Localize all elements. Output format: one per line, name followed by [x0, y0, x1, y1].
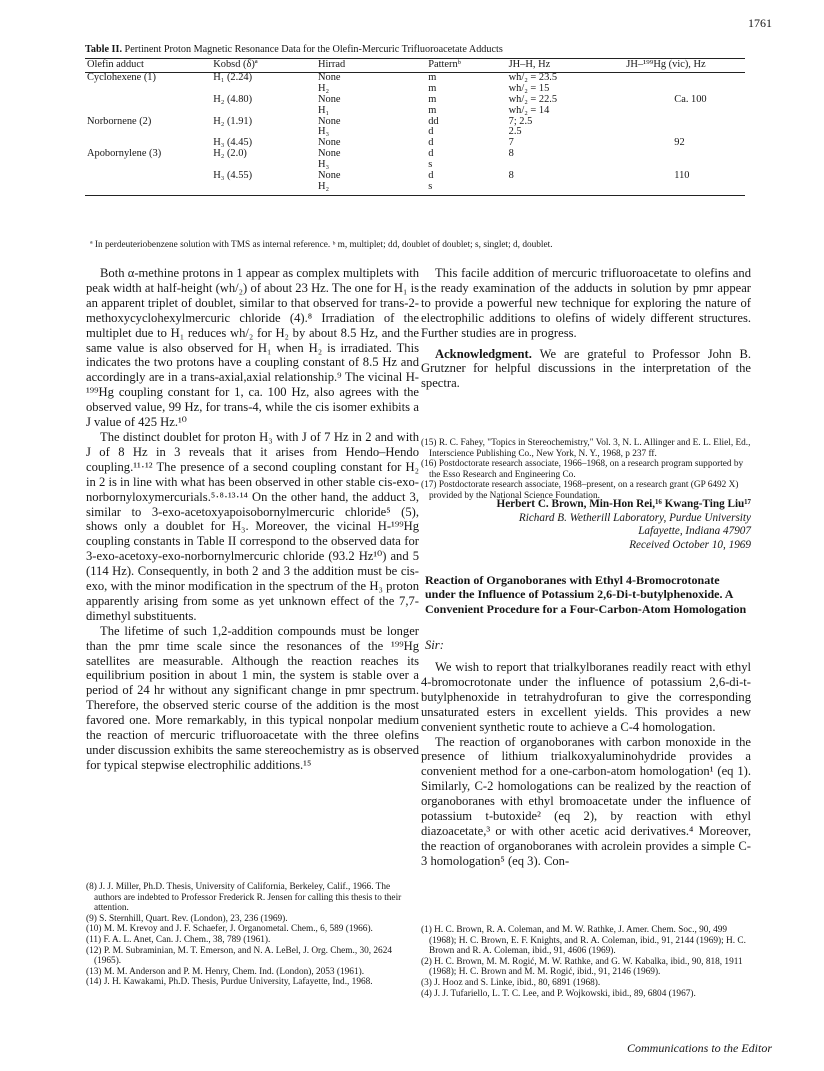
- table-cell: H₂ (2.0): [213, 148, 247, 160]
- journal-section-footer: Communications to the Editor: [627, 1041, 772, 1055]
- table-caption-text: Pertinent Proton Magnetic Resonance Data for the Olefin-Mercuric Trifluoroacetate Adducts: [124, 44, 503, 55]
- table-cell: H₃: [318, 159, 330, 171]
- table-cell: d: [428, 170, 434, 182]
- table-cell: [624, 149, 745, 160]
- table-cell: s: [428, 159, 433, 171]
- col-header-hirrad: Hirrad: [316, 59, 426, 73]
- table-cell: None: [318, 148, 341, 160]
- table-cell: wh/₂ = 15: [508, 82, 550, 94]
- table-cell: m: [428, 82, 437, 94]
- table-cell: [85, 171, 211, 182]
- table-cell: H₁: [318, 104, 330, 116]
- table-row: [85, 138, 745, 149]
- pmr-data-table: [85, 58, 745, 196]
- ack-text: We are grateful to Professor John B. Grutzner for helpful discussions in the interpretation of the spectra.: [421, 346, 751, 391]
- table-cell: [85, 160, 211, 171]
- salutation: Sir:: [425, 638, 444, 652]
- table-cell: [211, 182, 316, 195]
- table-cell: H₃: [318, 126, 330, 138]
- table-cell: d: [428, 148, 434, 160]
- right-footnotes-top: [421, 438, 751, 502]
- table-cell: d: [428, 137, 434, 149]
- footnote: (8) J. J. Miller, Ph.D. Thesis, University of California, Berkeley, Calif., 1966. The authors are indebted to Professor Frederick R. Jensen for calling this thesis to their attention.: [86, 882, 402, 914]
- table-row: [85, 171, 745, 182]
- footnote: (3) J. Hooz and S. Linke, ibid., 80, 6891 (1968).: [421, 977, 601, 988]
- table-cell: [85, 127, 211, 138]
- lab-name: Richard B. Wetherill Laboratory, Purdue University: [518, 511, 751, 524]
- table-cell: [85, 106, 211, 117]
- table-cell: [85, 95, 211, 106]
- body-paragraph: The distinct doublet for proton H₃ with J of 7 Hz in 2 and with J of 8 Hz in 3 reveals that it arises from Hendo–Hendo coupling.¹¹·¹² The presence of a second coupling constant for H₂ in 2 is in line with what has been observed in other stable cis-exo-norbornyloxymercurials.⁵·⁸·¹³·¹⁴ On the other hand, the adduct 3, similar to 3-exo-acetoxyapoisobornylmercuric chloride⁵ (5), shows only a doublet for H₃. Moreover, the vicinal H-¹⁹⁹Hg coupling constants in Table II correspond to the observed data for 3-exo-acetoxy-exo-norbornylmercuric chloride (93.2 Hz¹⁰) and 5 (114 Hz). Consequently, in both 2 and 3 the addition must be cis-exo, with the minor modification in the spectrum of the H₃ proton apparently arising from some as yet unknown effect of the 7,7-dimethyl substituents.: [86, 429, 419, 623]
- table-row: [85, 160, 745, 171]
- footnote: (16) Postdoctorate research associate, 1966–1968, on a research program supported by the Esso Research and Engineering Co.: [421, 459, 744, 480]
- footnote: (10) M. M. Krevoy and J. F. Schaefer, J. Organometal. Chem., 6, 589 (1966).: [86, 924, 373, 935]
- footnote: (15) R. C. Fahey, "Topics in Stereochemistry," Vol. 3, N. L. Allinger and E. L. Eliel, Ed., Interscience Publishing Co., New York, N. Y., 1968, p 237 ff.: [421, 438, 751, 459]
- body-paragraph: This facile addition of mercuric trifluoroacetate to olefins and the ready examination of the adducts in solution by pmr appear to provide a powerful new technique for exploring the nature of electrophilic additions to olefins of widely different structures. Further studies are in progress.: [421, 266, 751, 340]
- table-cell: dd: [428, 115, 439, 127]
- ack-label: Acknowledgment.: [435, 346, 532, 361]
- table-cell: d: [428, 126, 434, 138]
- col-header-kobsd: Kobsd (δ)ª: [211, 59, 316, 73]
- table-cell: H₃ (4.45): [213, 137, 253, 149]
- left-footnotes: [86, 882, 419, 988]
- table-cell: [211, 106, 316, 117]
- table-row: [85, 72, 745, 83]
- footnote: (9) S. Sternhill, Quart. Rev. (London), 23, 236 (1969).: [86, 913, 288, 924]
- table-cell: wh/₂ = 14: [508, 104, 550, 116]
- table-cell: Cyclohexene (1): [87, 71, 156, 83]
- table-cell: wh/₂ = 22.5: [508, 93, 558, 105]
- body-paragraph: Both α-methine protons in 1 appear as complex multiplets with peak width at half-height (wh/₂) of about 23 Hz. The one for H₁ is an apparent triplet of doublet, similar to that observed for trans-2-methoxycyclohexylmercuric chloride (4).⁸ Irradiation of the multiplet due to H₁ reduces wh/₂ for H₂ by about 8.5 Hz, and the same value is also observed for H₁ when H₂ is irradiated. This indicates the two protons have a coupling constant of 8.5 Hz and accordingly are in a trans-axial,axial relationship.⁹ The vicinal H-¹⁹⁹Hg coupling constant for 1, ca. 100 Hz, also agrees with the observed value, 99 Hz, for trans-4, while the cis isomer exhibits a J value of 425 Hz.¹⁰: [86, 266, 419, 430]
- right-column-top: [421, 266, 751, 391]
- table-row: [85, 117, 745, 128]
- table-cell: [624, 182, 745, 195]
- table-cell: [507, 160, 625, 171]
- left-column: [86, 266, 419, 773]
- table-cell: H₃ (4.55): [213, 170, 253, 182]
- footnote: (14) J. H. Kawakami, Ph.D. Thesis, Purdue University, Lafayette, Ind., 1968.: [86, 977, 373, 988]
- table-row: [85, 84, 745, 95]
- body-paragraph: We wish to report that trialkylboranes readily react with ethyl 4-bromocrotonate under the influence of potassium 2,6-di-t-butylphenoxide in tetrahydrofuran to give the corresponding unsaturated esters in excellent yields. This provides a new convenient synthetic route to achieve a C-4 homologation.: [421, 660, 751, 734]
- table-cell: 110: [674, 170, 690, 182]
- table-cell: m: [428, 71, 437, 83]
- table-cell: [624, 106, 745, 117]
- footnote: (4) J. J. Tufariello, L. T. C. Lee, and P. Wojkowski, ibid., 89, 6804 (1967).: [421, 988, 696, 999]
- table-cell: None: [318, 93, 341, 105]
- table-cell: [85, 84, 211, 95]
- right-footnotes-bottom: [421, 925, 751, 999]
- footnote: (13) M. M. Anderson and P. M. Henry, Chem. Ind. (London), 2053 (1961).: [86, 966, 365, 977]
- table-cell: H₂ (1.91): [213, 115, 253, 127]
- table-cell: 7: [508, 137, 514, 149]
- table-caption-label: Table II.: [85, 44, 122, 55]
- table-cell: m: [428, 93, 437, 105]
- table-cell: H₁ (2.24): [213, 71, 253, 83]
- footnote: (11) F. A. L. Anet, Can. J. Chem., 38, 789 (1961).: [86, 934, 271, 945]
- table-cell: Norbornene (2): [87, 115, 152, 127]
- right-column-body: [421, 660, 751, 869]
- author-names: Herbert C. Brown, Min-Hon Rei,¹⁶ Kwang-Ting Liu¹⁷: [496, 498, 751, 510]
- table-cell: wh/₂ = 23.5: [508, 71, 558, 83]
- table-row: [85, 127, 745, 138]
- table-cell: 2.5: [508, 126, 522, 138]
- table-cell: H₂ (4.80): [213, 93, 253, 105]
- received-date: Received October 10, 1969: [629, 538, 751, 551]
- page-number: 1761: [748, 16, 772, 30]
- table-cell: [624, 117, 745, 128]
- col-header-pattern: Patternᵇ: [426, 59, 506, 73]
- table-row: [85, 182, 745, 195]
- footnote: (17) Postdoctorate research associate, 1968–present, on a research grant (GP 6492 X) provided by the National Science Foundation.: [421, 480, 739, 501]
- author-block: [421, 498, 751, 552]
- table-cell: [624, 72, 745, 83]
- table-caption: [85, 44, 745, 55]
- col-header-jhh: JH–H, Hz: [507, 59, 625, 73]
- table-cell: Ca. 100: [674, 93, 707, 105]
- table-row: [85, 149, 745, 160]
- table-footnote: ª In perdeuteriobenzene solution with TMS as internal reference. ᵇ m, multiplet; dd, doublet of doublet; s, singlet; d, doublet.: [90, 240, 553, 250]
- table-cell: None: [318, 71, 341, 83]
- body-paragraph: The reaction of organoboranes with carbon monoxide in the presence of lithium trialkoxyaluminohydride provides a convenient method for a one-carbon-atom homologation¹ (eq 1). Similarly, C-2 homologations can be realized by the reaction of organoboranes with ethyl bromoacetate under the influence of potassium t-butoxide² (eq 2), by reaction with ethyl diazoacetate,³ or with other acetic acid derivatives.⁴ Moreover, the reaction of organoboranes with acrolein provides a simple C-3 homologation⁵ (eq 3). Con-: [421, 734, 751, 868]
- table-cell: s: [426, 182, 506, 195]
- table-cell: Apobornylene (3): [87, 148, 162, 160]
- acknowledgment: [421, 347, 751, 392]
- table-cell: 8: [508, 148, 514, 160]
- table-cell: None: [318, 137, 341, 149]
- footnote: (12) P. M. Subraminian, M. T. Emerson, and N. A. LeBel, J. Org. Chem., 30, 2624 (1965).: [86, 945, 393, 967]
- body-paragraph: The lifetime of such 1,2-addition compounds must be longer than the pmr time scale since the resonances of the ¹⁹⁹Hg satellites are measurable. Although the reaction reaches its equilibrium position in about 1 min, the system is stable over a period of 24 hr without any significant change in pmr spectrum. Therefore, the observed steric course of the addition is the most favored one. More remarkably, in this typical nonpolar medium the reaction of mercuric trifluoroacetate with the three olefins under discussion exhibits the same stereochemistry as is observed for typical stepwise electrophilic additions.¹⁵: [86, 623, 419, 772]
- footnote: (2) H. C. Brown, M. M. Rogić, M. W. Rathke, and G. W. Kabalka, ibid., 90, 818, 1911 (1968); H. C. Brown and M. M. Rogić, ibid., 91, 2146 (1969).: [421, 956, 743, 978]
- table-cell: [507, 182, 625, 195]
- col-header-jhhg: JH–¹⁹⁹Hg (vic), Hz: [624, 59, 745, 73]
- table-row: [85, 95, 745, 106]
- table-cell: [85, 182, 211, 195]
- col-header-olefin: Olefin adduct: [85, 59, 211, 73]
- table-cell: H₂: [318, 82, 330, 94]
- table-cell: 8: [508, 170, 514, 182]
- table-cell: None: [318, 115, 341, 127]
- article-title: Reaction of Organoboranes with Ethyl 4-Bromocrotonate under the Influence of Potassium 2,6-Di-t-butylphenoxide. A Convenient Procedure for a Four-Carbon-Atom Homologation: [425, 573, 747, 616]
- table-cell: None: [318, 170, 341, 182]
- table-cell: m: [428, 104, 437, 116]
- table-cell: 7; 2.5: [508, 115, 533, 127]
- footnote: (1) H. C. Brown, R. A. Coleman, and M. W. Rathke, J. Amer. Chem. Soc., 90, 499 (1968); H. C. Brown, E. F. Knights, and R. A. Coleman, ibid., 91, 2144 (1969); H. C. Brown and R. A. Coleman, ibid., 91, 4606 (1969).: [421, 925, 746, 957]
- table-cell: H₂: [316, 182, 426, 195]
- table-row: [85, 106, 745, 117]
- table-cell: 92: [674, 137, 685, 149]
- lab-city: Lafayette, Indiana 47907: [638, 525, 751, 538]
